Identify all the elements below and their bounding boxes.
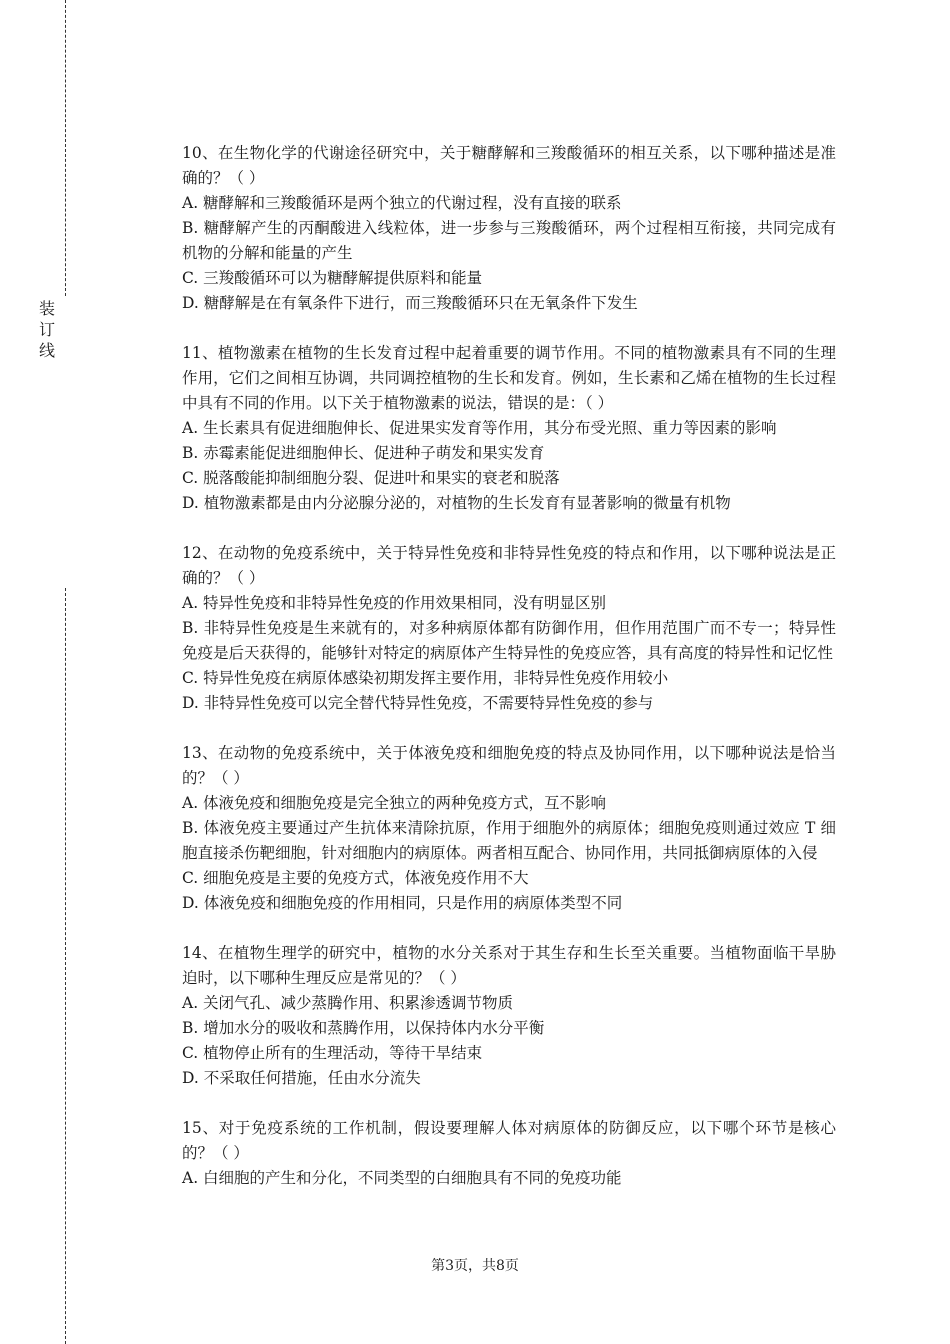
option-a: A. 特异性免疫和非特异性免疫的作用效果相同，没有明显区别 [182,594,607,612]
question-15 [182,1116,836,1191]
option-a: A. 白细胞的产生和分化，不同类型的白细胞具有不同的免疫功能 [182,1169,622,1187]
option-b: B. 糖酵解产生的丙酮酸进入线粒体，进一步参与三羧酸循环，两个过程相互衔接，共同完成有机物的分解和能量的产生 [182,219,836,262]
option-d: D. 不采取任何措施，任由水分流失 [182,1069,421,1087]
option-c: C. 脱落酸能抑制细胞分裂、促进叶和果实的衰老和脱落 [182,469,560,487]
question-11 [182,341,836,516]
binding-label [37,298,57,361]
option-c: C. 细胞免疫是主要的免疫方式，体液免疫作用不大 [182,869,529,887]
question-stem: 15、对于免疫系统的工作机制，假设要理解人体对病原体的防御反应，以下哪个环节是核心的？（ ） [182,1119,836,1162]
binding-label-char: 线 [38,341,55,360]
question-stem: 14、在植物生理学的研究中，植物的水分关系对于其生存和生长至关重要。当植物面临干旱胁迫时，以下哪种生理反应是常见的？（ ） [182,944,836,987]
option-a: A. 生长素具有促进细胞伸长、促进果实发育等作用，其分布受光照、重力等因素的影响 [182,419,777,437]
option-b: B. 体液免疫主要通过产生抗体来清除抗原，作用于细胞外的病原体；细胞免疫则通过效应 T 细胞直接杀伤靶细胞，针对细胞内的病原体。两者相互配合、协同作用，共同抵御病原体的入侵 [182,819,836,862]
binding-label-char: 订 [38,320,55,339]
option-b: B. 赤霉素能促进细胞伸长、促进种子萌发和果实发育 [182,444,545,462]
option-b: B. 增加水分的吸收和蒸腾作用，以保持体内水分平衡 [182,1019,545,1037]
option-a: A. 糖酵解和三羧酸循环是两个独立的代谢过程，没有直接的联系 [182,194,622,212]
question-14 [182,941,836,1091]
binding-label-char: 装 [38,299,55,318]
option-b: B. 非特异性免疫是生来就有的，对多种病原体都有防御作用，但作用范围广而不专一；特异性免疫是后天获得的，能够针对特定的病原体产生特异性的免疫应答，具有高度的特异性和记忆性 [182,619,836,662]
question-stem: 11、植物激素在植物的生长发育过程中起着重要的调节作用。不同的植物激素具有不同的生理作用，它们之间相互协调，共同调控植物的生长和发育。例如，生长素和乙烯在植物的生长过程中具有不同的作用。以下关于植物激素的说法，错误的是：（ ） [182,344,836,412]
option-d: D. 糖酵解是在有氧条件下进行，而三羧酸循环只在无氧条件下发生 [182,294,638,312]
option-c: C. 特异性免疫在病原体感染初期发挥主要作用，非特异性免疫作用较小 [182,669,669,687]
option-a: A. 体液免疫和细胞免疫是完全独立的两种免疫方式，互不影响 [182,794,607,812]
option-c: C. 三羧酸循环可以为糖酵解提供原料和能量 [182,269,483,287]
question-stem: 10、在生物化学的代谢途径研究中，关于糖酵解和三羧酸循环的相互关系，以下哪种描述是准确的？（ ） [182,144,836,187]
binding-dashed-line-bottom [65,588,66,1344]
option-d: D. 体液免疫和细胞免疫的作用相同，只是作用的病原体类型不同 [182,894,623,912]
question-list [182,141,836,1216]
option-d: D. 非特异性免疫可以完全替代特异性免疫，不需要特异性免疫的参与 [182,694,654,712]
question-stem: 12、在动物的免疫系统中，关于特异性免疫和非特异性免疫的特点和作用，以下哪种说法是正确的？（ ） [182,544,836,587]
question-10 [182,141,836,316]
page-number: 第3页，共8页 [431,1258,519,1274]
question-12 [182,541,836,716]
question-stem: 13、在动物的免疫系统中，关于体液免疫和细胞免疫的特点及协同作用，以下哪种说法是恰当的？（ ） [182,744,836,787]
option-c: C. 植物停止所有的生理活动，等待干旱结束 [182,1044,483,1062]
binding-dashed-line-top [65,0,66,296]
option-d: D. 植物激素都是由内分泌腺分泌的，对植物的生长发育有显著影响的微量有机物 [182,494,731,512]
question-13 [182,741,836,916]
option-a: A. 关闭气孔、减少蒸腾作用、积累渗透调节物质 [182,994,514,1012]
